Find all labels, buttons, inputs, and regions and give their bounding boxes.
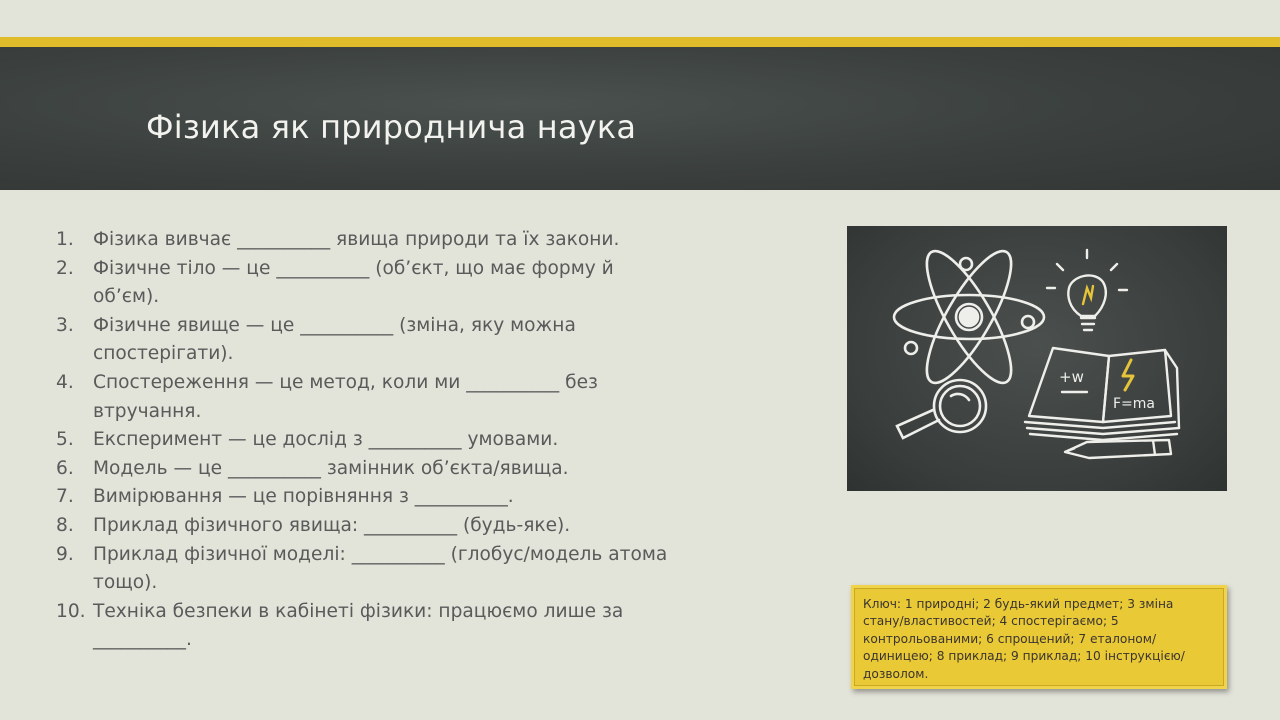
item-number: 5. [56,429,74,451]
list-item [56,426,676,455]
item-number: 1. [56,229,74,250]
item-text: Експеримент — це дослід з __________ умовами. [93,429,559,451]
atom-icon [894,241,1044,393]
answer-key: Ключ: 1 природні; 2 будь-який предмет; 3 зміна стану/властивостей; 4 спостерігаємо; 5 контрольованими; 6 спрощений; 7 еталоном/одиницею; 8 приклад; 9 приклад; 10 інструкцією/дозволом. [851,585,1227,689]
item-number: 8. [56,514,74,536]
item-text: Спостереження — це метод, коли ми __________ без втручання. [93,371,598,422]
list-item [56,512,676,541]
list-item [56,312,676,369]
slide-title: Фізика як природнича наука [146,108,637,146]
list-item [56,255,676,312]
formula-text: F=ma [1113,396,1155,412]
item-text: Фізика вивчає __________ явища природи та їх закони. [93,229,620,250]
item-text: Модель — це __________ замінник об’єкта/явища. [93,457,569,479]
board-text: +w [1059,368,1084,386]
item-text: Приклад фізичного явища: __________ (будь-яке). [93,514,571,536]
item-text: Приклад фізичної моделі: __________ (глобус/модель атома тощо). [93,543,668,594]
accent-stripe [0,37,1280,47]
item-number: 9. [56,543,74,565]
item-number: 10. [56,600,86,622]
light-bulb-icon [1047,250,1127,330]
list-item [56,226,676,255]
item-text: Техніка безпеки в кабінеті фізики: працюємо лише за __________. [93,600,624,651]
list-item [56,369,676,426]
magnifier-icon [897,380,986,438]
item-text: Фізичне явище — це __________ (зміна, яку можна спостерігати). [93,314,576,365]
pencil-icon [1065,440,1171,458]
list-item [56,483,676,512]
question-list [56,226,676,655]
list-item [56,455,676,484]
list-item [56,541,676,598]
item-number: 4. [56,371,74,393]
item-text: Фізичне тіло — це __________ (об’єкт, що має форму й об’єм). [93,257,614,308]
item-number: 6. [56,457,74,479]
item-number: 2. [56,257,74,279]
item-number: 3. [56,314,74,336]
book-icon [1025,348,1179,440]
chalkboard-illustration [847,226,1227,491]
item-number: 7. [56,486,74,508]
list-item [56,598,676,655]
item-text: Вимірювання — це порівняння з __________. [93,486,514,508]
